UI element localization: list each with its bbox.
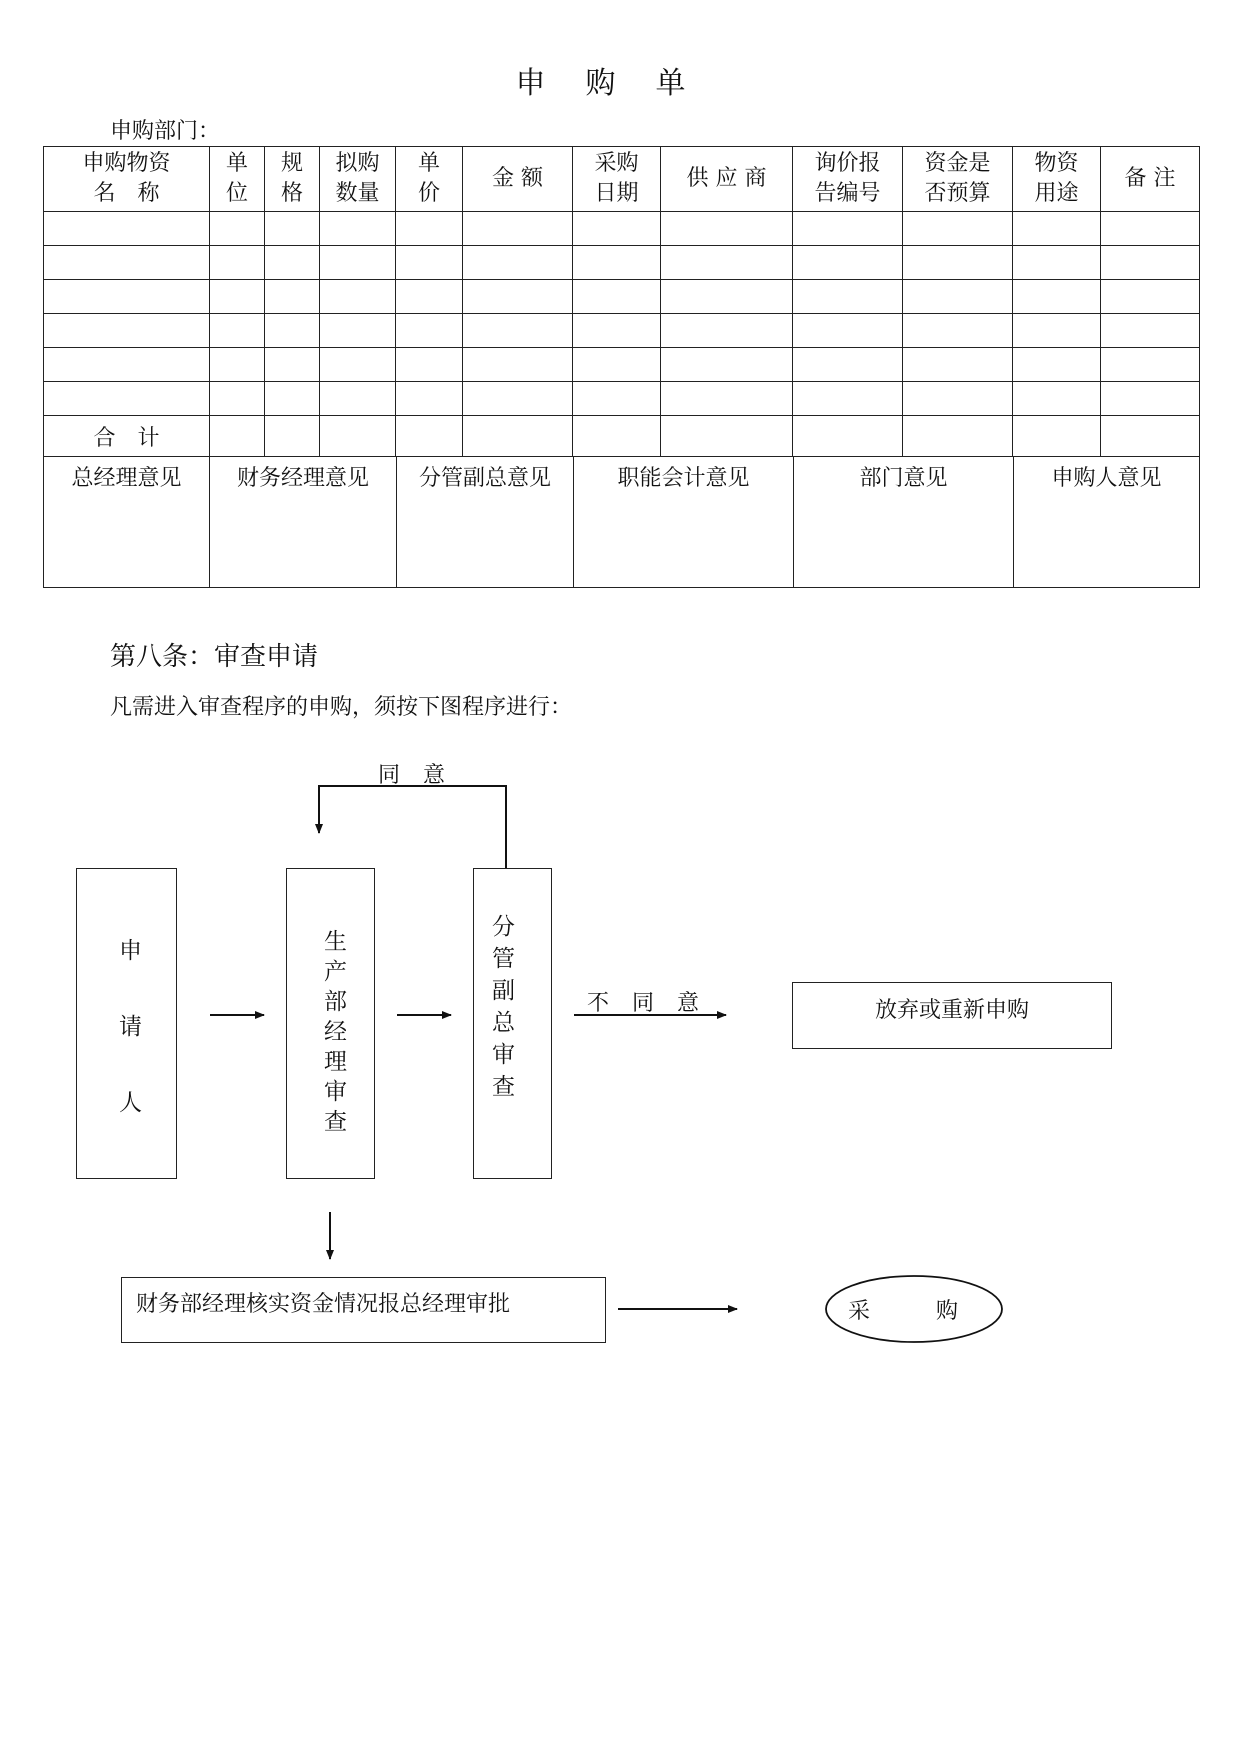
opinion-finance-manager: 财务经理意见 bbox=[210, 457, 397, 588]
agree-loop-arrow bbox=[319, 786, 506, 868]
vp-review-box bbox=[473, 868, 552, 1179]
opinion-vice-president: 分管副总意见 bbox=[397, 457, 574, 588]
prod-manager-box bbox=[286, 868, 375, 1179]
department-label: 申购部门： bbox=[110, 119, 221, 144]
header-supplier: 供 应 商 bbox=[661, 147, 793, 212]
vertical-char: 分 bbox=[492, 914, 515, 940]
vertical-char: 生 bbox=[324, 929, 347, 955]
header-quantity: 拟购 数量 bbox=[320, 147, 396, 212]
vertical-char: 审 bbox=[324, 1079, 347, 1105]
purchase-label: 采 购 bbox=[847, 1299, 980, 1324]
opinion-general-manager: 总经理意见 bbox=[44, 457, 210, 588]
header-remarks: 备 注 bbox=[1101, 147, 1200, 212]
prod-manager-label bbox=[297, 927, 374, 1137]
header-spec: 规 格 bbox=[265, 147, 320, 212]
finance-review-box: 财务部经理核实资金情况报总经理审批 bbox=[121, 1277, 606, 1343]
header-item-name: 申购物资 名 称 bbox=[44, 147, 210, 212]
header-unit: 单 位 bbox=[210, 147, 265, 212]
disagree-label: 不 同 意 bbox=[587, 991, 707, 1016]
page-title: 申购单 bbox=[515, 66, 726, 101]
header-budgeted: 资金是 否预算 bbox=[903, 147, 1013, 212]
applicant-box bbox=[76, 868, 177, 1179]
vertical-char: 产 bbox=[324, 959, 347, 985]
vertical-char: 部 bbox=[324, 989, 347, 1015]
vp-review-label bbox=[474, 911, 533, 1103]
header-quote-number: 询价报 告编号 bbox=[793, 147, 903, 212]
opinion-accountant: 职能会计意见 bbox=[574, 457, 794, 588]
vertical-char: 管 bbox=[492, 946, 515, 972]
article-heading: 第八条：审查申请 bbox=[110, 642, 319, 672]
vertical-char: 查 bbox=[492, 1074, 515, 1100]
header-usage: 物资 用途 bbox=[1013, 147, 1101, 212]
vertical-char: 副 bbox=[492, 978, 515, 1004]
header-amount: 金 额 bbox=[463, 147, 573, 212]
total-label: 合 计 bbox=[44, 416, 210, 457]
vertical-char: 经 bbox=[324, 1019, 347, 1045]
article-paragraph: 凡需进入审查程序的申购，须按下图程序进行： bbox=[110, 695, 573, 720]
vertical-char: 请 bbox=[119, 1014, 142, 1040]
vertical-char: 人 bbox=[119, 1090, 142, 1116]
vertical-char: 查 bbox=[324, 1109, 347, 1135]
header-unit-price: 单 价 bbox=[396, 147, 463, 212]
opinion-department: 部门意见 bbox=[794, 457, 1014, 588]
abandon-box: 放弃或重新申购 bbox=[792, 982, 1112, 1049]
vertical-char: 理 bbox=[324, 1049, 347, 1075]
header-purchase-date: 采购 日期 bbox=[573, 147, 661, 212]
vertical-char: 审 bbox=[492, 1042, 515, 1068]
vertical-char: 总 bbox=[492, 1010, 515, 1036]
applicant-label bbox=[119, 913, 176, 1141]
agree-label: 同 意 bbox=[378, 763, 453, 788]
opinion-applicant: 申购人意见 bbox=[1014, 457, 1200, 588]
vertical-char: 申 bbox=[119, 938, 142, 964]
